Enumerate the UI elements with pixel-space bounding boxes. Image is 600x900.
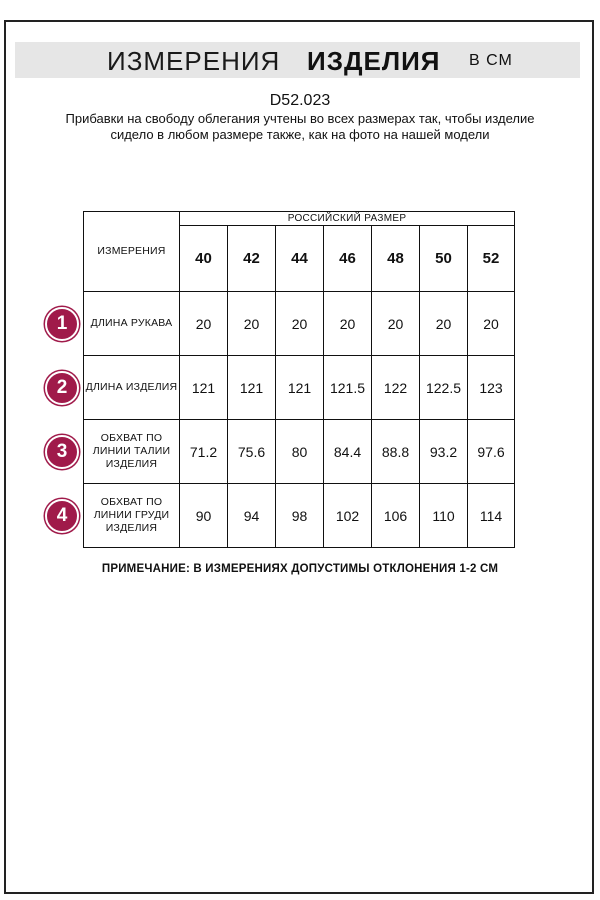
marker-badge: 2: [45, 371, 79, 405]
table-cell: 20: [180, 292, 228, 356]
size-header: 52: [468, 226, 515, 292]
table-cell: 97.6: [468, 420, 515, 484]
row-label: ДЛИНА РУКАВА: [84, 292, 180, 356]
table-cell: 94: [228, 484, 276, 548]
table-cell: 110: [420, 484, 468, 548]
title-bar: [15, 42, 580, 78]
title-measurements: ИЗМЕРЕНИЯ: [107, 46, 281, 76]
table-cell: 98: [276, 484, 324, 548]
fit-note: Прибавки на свободу облегания учтены во всех размерах так, чтобы изделие сидело в любом размере также, как на фото на нашей модели: [65, 111, 535, 142]
table-cell: 114: [468, 484, 515, 548]
table-cell: 102: [324, 484, 372, 548]
marker-badge: 4: [45, 499, 79, 533]
footnote: ПРИМЕЧАНИЕ: В ИЗМЕРЕНИЯХ ДОПУСТИМЫ ОТКЛОНЕНИЯ 1-2 СМ: [101, 563, 499, 575]
table-cell: 71.2: [180, 420, 228, 484]
table-cell: 20: [276, 292, 324, 356]
size-header: 50: [420, 226, 468, 292]
table-cell: 122.5: [420, 356, 468, 420]
table-cell: 122: [372, 356, 420, 420]
table-cell: 20: [324, 292, 372, 356]
size-header: 40: [180, 226, 228, 292]
table-cell: 121.5: [324, 356, 372, 420]
table-cell: 121: [180, 356, 228, 420]
corner-header: ИЗМЕРЕНИЯ: [84, 212, 180, 292]
article-number: D52.023: [269, 92, 331, 109]
size-table: [83, 211, 515, 548]
table-row: [84, 484, 515, 548]
table-cell: 90: [180, 484, 228, 548]
table-cell: 20: [372, 292, 420, 356]
size-system-header: РОССИЙСКИЙ РАЗМЕР: [180, 212, 515, 226]
row-label: ОБХВАТ ПО ЛИНИИ ТАЛИИ ИЗДЕЛИЯ: [84, 420, 180, 484]
size-header: 46: [324, 226, 372, 292]
table-cell: 20: [420, 292, 468, 356]
row-label: ОБХВАТ ПО ЛИНИИ ГРУДИ ИЗДЕЛИЯ: [84, 484, 180, 548]
row-label: ДЛИНА ИЗДЕЛИЯ: [84, 356, 180, 420]
table-cell: 121: [228, 356, 276, 420]
size-header: 48: [372, 226, 420, 292]
table-cell: 84.4: [324, 420, 372, 484]
table-cell: 123: [468, 356, 515, 420]
table-row: [84, 292, 515, 356]
table-row: [84, 420, 515, 484]
title-product: ИЗДЕЛИЯ: [307, 46, 441, 76]
table-cell: 20: [468, 292, 515, 356]
marker-badge: 1: [45, 307, 79, 341]
title-unit: В СМ: [469, 52, 513, 69]
table-cell: 75.6: [228, 420, 276, 484]
table-cell: 20: [228, 292, 276, 356]
table-cell: 93.2: [420, 420, 468, 484]
table-cell: 80: [276, 420, 324, 484]
table-cell: 121: [276, 356, 324, 420]
table-row: [84, 356, 515, 420]
table-cell: 106: [372, 484, 420, 548]
size-header: 42: [228, 226, 276, 292]
table-cell: 88.8: [372, 420, 420, 484]
size-header: 44: [276, 226, 324, 292]
marker-badge: 3: [45, 435, 79, 469]
